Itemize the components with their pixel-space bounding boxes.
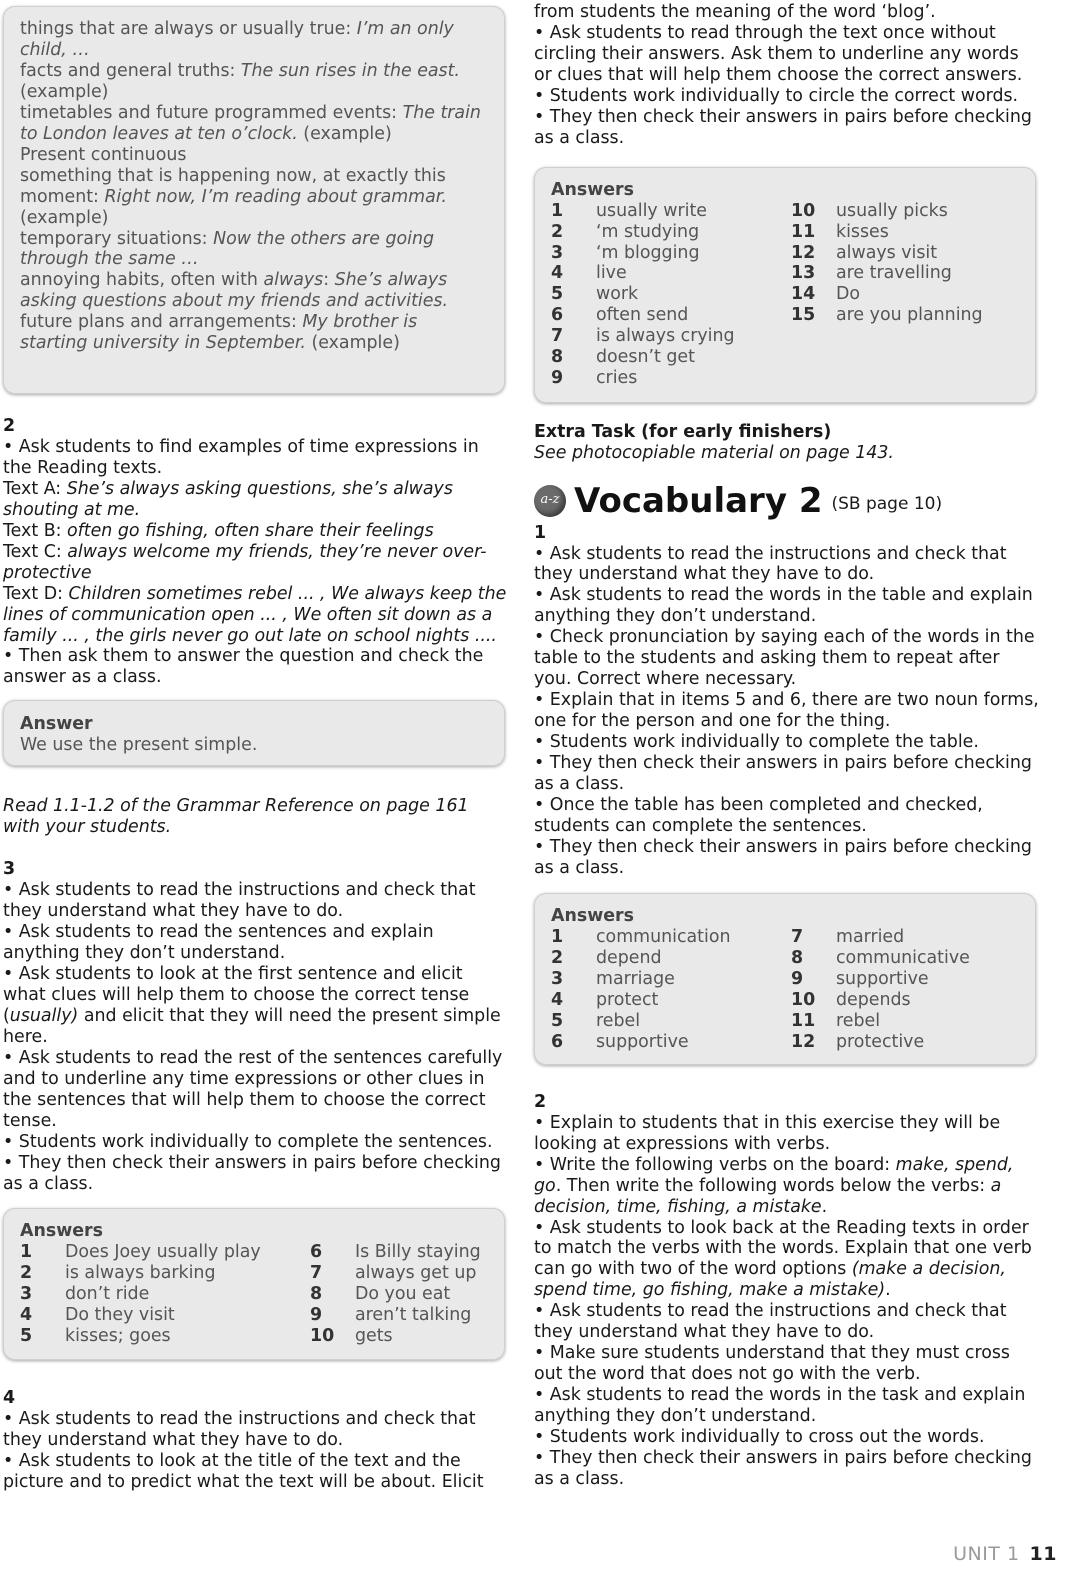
vocab-exercise-2-number: 2: [534, 1091, 547, 1112]
answer-number: 8: [791, 947, 804, 968]
answer-text: live: [596, 263, 627, 284]
line-plain: Present continuous: [20, 144, 187, 165]
text-label: Text B:: [3, 520, 68, 541]
answer-number: 11: [791, 1010, 816, 1031]
line-example: I’m an only child, …: [20, 19, 454, 60]
grammar-summary-line: [20, 312, 489, 354]
answers-title: Answers: [20, 1221, 103, 1242]
answer-text: protective: [836, 1031, 925, 1052]
answer-number: 7: [791, 926, 804, 947]
answer-item: [551, 927, 791, 948]
line-plain: future plans and arrangements:: [20, 312, 303, 333]
answer-item: [20, 1305, 310, 1326]
text-value: She’s always asking questions, she’s always shouting at me.: [3, 478, 453, 520]
text-label: Text D:: [3, 583, 69, 604]
bullet: • Make sure students understand that they must cross out the word that does not go with the verb.: [534, 1343, 1010, 1385]
text-value: Children sometimes rebel ... , We always keep the lines of communication open ... , We often sit down as a family ... , the girls never go out late on school nights ....: [3, 583, 507, 646]
bullet: • Ask students to read the words in the table and explain anything they don’t understand.: [534, 585, 1033, 627]
vocab-exercise-1-bullets: [534, 544, 1040, 879]
answer-number: 12: [791, 1031, 816, 1052]
answer-item: [551, 948, 791, 969]
answer-text: protect: [596, 989, 659, 1010]
line-plain: facts and general truths:: [20, 60, 241, 81]
line-plain: annoying habits, often with: [20, 270, 264, 291]
text-example: [3, 584, 508, 647]
answer-number: 6: [551, 1031, 564, 1052]
bullet: • They then check their answers in pairs before checking as a class.: [534, 753, 1032, 795]
answer-number: 14: [791, 284, 816, 305]
extra-task-title: Extra Task (for early finishers): [534, 421, 832, 442]
line-tail: :: [323, 270, 335, 291]
answer-item: [310, 1326, 481, 1347]
answer-box-title: Answer: [20, 714, 93, 735]
answer-text: rebel: [596, 1010, 641, 1031]
answer-item: [791, 263, 983, 284]
answer-text: communicative: [836, 947, 970, 968]
bullet-text: and elicit that they will need the present simple here.: [3, 1005, 501, 1047]
answer-number: 13: [791, 263, 816, 284]
answer-item: [551, 368, 791, 389]
exercise-4-number: 4: [3, 1388, 16, 1409]
answer-item: [551, 263, 791, 284]
grammar-summary-line: [20, 103, 489, 145]
answer-text: is always barking: [65, 1263, 216, 1284]
right-column: [534, 0, 1040, 1490]
answers-column-1: [551, 201, 791, 390]
line-plain: timetables and future programmed events:: [20, 102, 403, 123]
bullet: • Once the table has been completed and checked, students can complete the sentences.: [534, 794, 983, 836]
answer-text: is always crying: [596, 326, 735, 347]
answer-text: Is Billy staying: [355, 1242, 481, 1263]
answer-text: Do you eat: [355, 1284, 451, 1305]
text-label: Text C:: [3, 541, 68, 562]
answer-text: always get up: [355, 1263, 477, 1284]
answer-text: kisses: [836, 221, 889, 242]
bullet: [3, 964, 508, 1048]
answer-text: married: [836, 926, 905, 947]
bullet: • Students work individually to complete the table.: [534, 732, 979, 753]
answer-number: 2: [551, 221, 564, 242]
bullet: • Students work individually to circle the correct words.: [534, 85, 1019, 106]
answer-number: 8: [310, 1284, 323, 1305]
bullet: • They then check their answers in pairs before checking as a class.: [534, 106, 1032, 148]
answer-box-text: We use the present simple.: [20, 735, 258, 756]
answer-text: aren’t talking: [355, 1305, 472, 1326]
grammar-reference-note: Read 1.1-1.2 of the Grammar Reference on page 161 with your students.: [3, 796, 469, 838]
answer-number: 4: [551, 989, 564, 1010]
exercise-2-answer-box: [3, 700, 505, 766]
answers-column-2: [791, 927, 970, 1053]
grammar-summary-line: [20, 61, 489, 103]
answer-item: [791, 284, 983, 305]
answer-item: [20, 1284, 310, 1305]
line-example: The sun rises in the east.: [240, 60, 460, 81]
exercise-4-continuation: [534, 2, 1040, 149]
answer-number: 9: [551, 368, 564, 389]
bullet: • Ask students to read the instructions and check that they understand what they have to do.: [3, 1409, 476, 1451]
bullet: • Ask students to read through the text once without circling their answers. Ask them to underline any words or clues that will help them choose the correct answers.: [534, 22, 1023, 85]
answer-text: cries: [596, 368, 638, 389]
answer-text: supportive: [596, 1031, 689, 1052]
exercise-2-number: 2: [3, 416, 16, 436]
line-plain: something that is happening now, at exactly this moment:: [20, 165, 446, 207]
answer-text: depends: [836, 989, 911, 1010]
answer-item: [791, 948, 970, 969]
vocabulary-sb-reference: (SB page 10): [831, 494, 943, 515]
answer-number: 1: [551, 926, 564, 947]
answer-text: work: [596, 284, 639, 305]
answer-item: [791, 243, 983, 264]
answer-item: [551, 243, 791, 264]
vocab-exercise-2-bullets: [534, 1301, 1040, 1490]
answer-item: [791, 990, 970, 1011]
answer-text: Does Joey usually play: [65, 1242, 261, 1263]
answer-text: are you planning: [836, 305, 983, 326]
answer-text: Do they visit: [65, 1305, 175, 1326]
answer-item: [551, 284, 791, 305]
answer-number: 3: [551, 242, 564, 263]
answer-item: [551, 326, 791, 347]
answer-text: usually picks: [836, 200, 948, 221]
bullet-italic: usually): [9, 1005, 79, 1026]
answers-column-1: [551, 927, 791, 1053]
line-tail: (example): [20, 207, 109, 228]
answer-number: 12: [791, 242, 816, 263]
answer-text: depend: [596, 947, 662, 968]
answer-number: 10: [310, 1326, 335, 1347]
grammar-summary-line: [20, 145, 489, 166]
answer-item: [791, 1032, 970, 1053]
answer-number: 5: [551, 1010, 564, 1031]
line-tail: (example): [297, 123, 392, 144]
text-example: [3, 542, 508, 584]
unit-label: UNIT 1: [953, 1543, 1020, 1566]
answer-text: usually write: [596, 200, 707, 221]
answer-number: 5: [551, 284, 564, 305]
answer-number: 3: [20, 1284, 33, 1305]
answers-title: Answers: [551, 905, 634, 926]
answer-text: marriage: [596, 968, 675, 989]
answer-item: [791, 305, 983, 326]
vocabulary-title: Vocabulary 2: [574, 480, 823, 521]
answer-text: communication: [596, 926, 731, 947]
bullet: • They then check their answers in pairs before checking as a class.: [534, 836, 1032, 878]
exercise-2-text-examples: [3, 479, 508, 647]
answer-number: 4: [551, 263, 564, 284]
bullet: • Explain that in items 5 and 6, there are two noun forms, one for the person and one for the thing.: [534, 690, 1039, 732]
bullet-text: • Ask students to look at the first sentence and elicit what clues will help them to choose the correct tense (: [3, 964, 470, 1026]
bullet: • Ask students to read the instructions and check that they understand what they have to do.: [534, 1301, 1007, 1343]
text-example: [3, 479, 508, 521]
answer-text: kisses; goes: [65, 1326, 171, 1347]
grammar-summary-line: [20, 166, 489, 229]
answer-text: rebel: [836, 1010, 881, 1031]
vocab-exercise-1-number: 1: [534, 522, 547, 543]
answer-item: [310, 1242, 481, 1263]
bullet: • Ask students to read the rest of the sentences carefully and to underline any time expressions or other clues in the sentences that will help them to choose the correct tense.: [3, 1047, 503, 1131]
exercise-4-answers-box: [534, 167, 1036, 403]
answer-item: [551, 222, 791, 243]
answer-text: always visit: [836, 242, 938, 263]
answer-item: [20, 1326, 310, 1347]
answer-item: [551, 1032, 791, 1053]
answer-text: don’t ride: [65, 1284, 150, 1305]
answer-item: [551, 347, 791, 368]
a-z-icon: a-z: [534, 485, 566, 517]
line-example: Now the others are going through the same …: [20, 228, 435, 270]
exercise-3-answers-box: [3, 1208, 505, 1360]
grammar-summary-line: [20, 270, 489, 312]
answer-number: 7: [310, 1263, 323, 1284]
line-example: The train to London leaves at ten o’clock.: [20, 102, 481, 144]
bullet: • Ask students to read the instructions and check that they understand what they have to do.: [3, 880, 476, 922]
line-example: always: [263, 270, 324, 291]
answer-item: [20, 1242, 310, 1263]
answer-text: often send: [596, 305, 689, 326]
answer-item: [791, 201, 983, 222]
grammar-summary-line: [20, 19, 489, 61]
line-example: She’s always asking questions about my friends and activities.: [20, 270, 449, 312]
answer-item: [551, 990, 791, 1011]
line-tail: (example): [305, 333, 400, 354]
vocab-exercise-2-bullet-1: • Explain to students that in this exercise they will be looking at expressions with verbs.: [534, 1112, 1001, 1154]
bullet: • Ask students to read the sentences and explain anything they don’t understand.: [3, 922, 434, 964]
line-plain: things that are always or usually true:: [20, 19, 357, 39]
answer-number: 10: [791, 989, 816, 1010]
exercise-2-bullet-1: • Ask students to find examples of time expressions in the Reading texts.: [3, 436, 479, 478]
answer-number: 3: [551, 968, 564, 989]
answer-item: [310, 1305, 481, 1326]
answer-text: doesn’t get: [596, 347, 695, 368]
bullet: • Ask students to look at the title of the text and the picture and to predict what the text will be about. Elicit: [3, 1451, 484, 1493]
answers-column-2: [310, 1242, 481, 1347]
answer-number: 11: [791, 221, 816, 242]
page-footer: [953, 1544, 1057, 1565]
answer-number: 1: [20, 1242, 33, 1263]
bullet: • Students work individually to cross out the words.: [534, 1427, 985, 1448]
answer-item: [551, 305, 791, 326]
exercise-3-bullets: [3, 880, 508, 1194]
answers-column-1: [20, 1242, 310, 1347]
vocabulary-heading: [534, 481, 1040, 521]
answer-text: Do: [836, 284, 861, 305]
answer-item: [551, 969, 791, 990]
line-tail: (example): [20, 81, 109, 102]
text-value: always welcome my friends, they’re never over-protective: [3, 541, 487, 583]
page-number: 11: [1029, 1543, 1057, 1566]
line-example: My brother is starting university in September.: [20, 312, 418, 354]
bullet: • Students work individually to complete the sentences.: [3, 1131, 493, 1152]
bullet: • Check pronunciation by saying each of the words in the table to the students and asking them to repeat after you. Correct where necessary.: [534, 627, 1035, 690]
answers-title: Answers: [551, 179, 634, 200]
answer-number: 5: [20, 1326, 33, 1347]
vocab-exercise-1-answers-box: [534, 893, 1036, 1065]
line-plain: temporary situations:: [20, 228, 214, 249]
exercise-2-bullet-2: • Then ask them to answer the question and check the answer as a class.: [3, 646, 484, 688]
bullet: from students the meaning of the word ‘blog’.: [534, 2, 936, 22]
answer-number: 9: [791, 968, 804, 989]
answer-item: [20, 1263, 310, 1284]
answer-number: 10: [791, 200, 816, 221]
answer-text: are travelling: [836, 263, 952, 284]
grammar-summary-line: [20, 229, 489, 271]
answer-item: [791, 222, 983, 243]
answer-number: 7: [551, 326, 564, 347]
answer-number: 2: [20, 1263, 33, 1284]
answer-number: 15: [791, 305, 816, 326]
vocab-exercise-2-bullet-3: • Ask students to look back at the Reading texts in order to match the verbs with the words. Explain that one verb can go with two of the word options (make a decision, spend time, go fishing, make a mistake).: [534, 1217, 1032, 1301]
answer-text: ‘m studying: [596, 221, 700, 242]
answer-number: 8: [551, 347, 564, 368]
answer-number: 9: [310, 1305, 323, 1326]
answer-item: [310, 1284, 481, 1305]
answer-item: [791, 927, 970, 948]
answer-item: [791, 969, 970, 990]
answer-number: 6: [551, 305, 564, 326]
text-value: often go fishing, often share their feelings: [67, 520, 434, 541]
bullet: • They then check their answers in pairs before checking as a class.: [3, 1152, 501, 1194]
bullet: • They then check their answers in pairs before checking as a class.: [534, 1447, 1032, 1489]
answers-column-2: [791, 201, 983, 390]
text-label: Text A:: [3, 478, 67, 499]
answer-item: [551, 1011, 791, 1032]
left-column: [3, 0, 508, 1493]
exercise-3-number: 3: [3, 859, 16, 880]
exercise-4-bullets: [3, 1409, 508, 1493]
answer-number: 1: [551, 200, 564, 221]
answer-item: [551, 201, 791, 222]
grammar-summary-lines: [20, 19, 489, 354]
text-example: [3, 521, 508, 542]
answer-item: [310, 1263, 481, 1284]
answer-text: ‘m blogging: [596, 242, 700, 263]
bullet: • Ask students to read the instructions and check that they understand what they have to do.: [534, 543, 1007, 585]
vocab-exercise-2-bullet-2: • Write the following verbs on the board: make, spend, go. Then write the following words below the verbs: a decision, time, fishing, a mistake.: [534, 1154, 1014, 1217]
answer-number: 4: [20, 1305, 33, 1326]
grammar-summary-box: [3, 6, 505, 394]
line-example: Right now, I’m reading about grammar.: [104, 186, 447, 207]
answer-text: supportive: [836, 968, 929, 989]
bullet: • Ask students to read the words in the task and explain anything they don’t understand.: [534, 1385, 1026, 1427]
answer-number: 2: [551, 947, 564, 968]
answer-text: gets: [355, 1326, 393, 1347]
answer-item: [791, 1011, 970, 1032]
extra-task-text: See photocopiable material on page 143.: [534, 442, 894, 463]
answer-number: 6: [310, 1242, 323, 1263]
